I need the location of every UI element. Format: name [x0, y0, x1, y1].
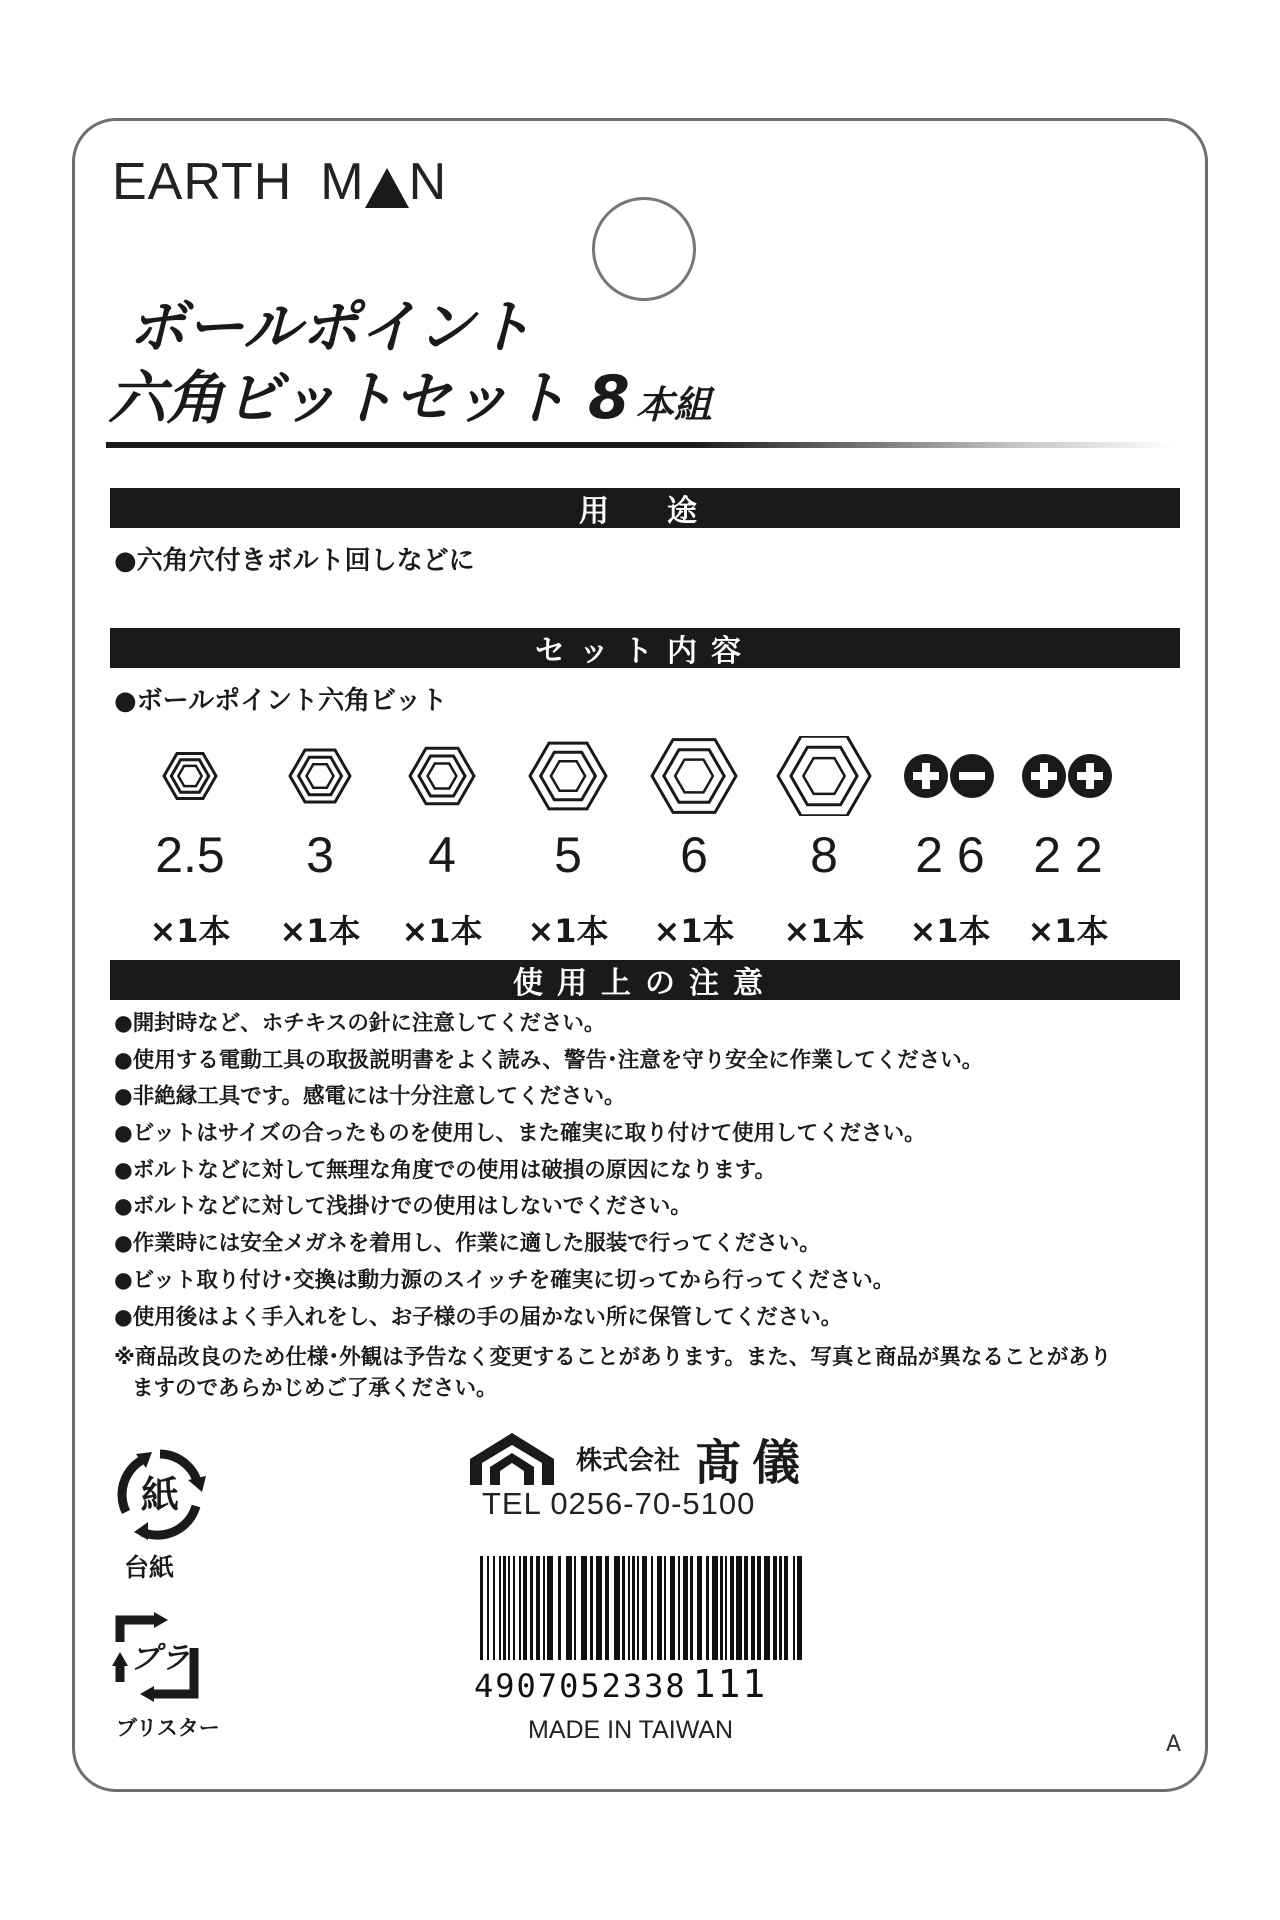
barcode-bar [581, 1556, 587, 1660]
bit-item [764, 736, 884, 952]
bit-quantity: ×1本 [527, 912, 609, 950]
barcode-bar [773, 1556, 777, 1660]
bit-item [260, 736, 380, 952]
contents-header: セット内容 [110, 628, 1180, 668]
barcode-number [474, 1662, 767, 1706]
barcode-bar [493, 1556, 495, 1660]
bit-item [382, 736, 502, 952]
company-logo-icon [468, 1431, 556, 1487]
barcode-bar [664, 1556, 666, 1660]
barcode-bar [779, 1556, 782, 1660]
caution-item: ●ビットはサイズの合ったものを使用し、また確実に取り付けて使用してください。 [114, 1121, 926, 1147]
barcode-bar [508, 1556, 510, 1660]
barcode-bar [622, 1556, 625, 1660]
barcode-bar [614, 1556, 620, 1660]
barcode-bar [513, 1556, 515, 1660]
bit-size: 2.5 [155, 827, 225, 883]
product-count-unit: 本組 [635, 383, 712, 427]
barcode-bar [690, 1556, 693, 1660]
barcode-bar [736, 1556, 742, 1660]
disclaimer-note [114, 1342, 1194, 1404]
hang-hole [592, 197, 696, 301]
hex-socket-icon [382, 736, 502, 816]
caution-item: ●開封時など、ホチキスの針に注意してください。 [114, 1011, 606, 1036]
product-title-main: 六角ビットセット [108, 364, 568, 432]
barcode-bar [784, 1556, 788, 1660]
barcode-bar [558, 1556, 561, 1660]
barcode-bar [566, 1556, 572, 1660]
disclaimer-line2: ますのであらかじめご了承ください。 [132, 1376, 498, 1401]
contents-item: ●ボールポイント六角ビット [114, 686, 448, 716]
bit-quantity: ×1本 [653, 912, 735, 950]
caution-list [114, 1006, 1194, 1336]
title-underline [106, 442, 1176, 448]
hex-socket-icon [764, 736, 884, 816]
barcode-bar [628, 1556, 630, 1660]
bit-size: 8 [810, 827, 838, 883]
barcode-bar [793, 1556, 795, 1660]
barcode-bar [632, 1556, 635, 1660]
bit-size: 6 [680, 827, 708, 883]
barcode-bar [730, 1556, 734, 1660]
barcode-bar [751, 1556, 755, 1660]
caution-item: ●ボルトなどに対して浅掛けでの使用はしないでください。 [114, 1194, 692, 1220]
product-title-line1: ボールポイント [128, 293, 533, 361]
disclaimer-line1: ※商品改良のため仕様･外観は予告なく変更することがあります。また、写真と商品が異なることがあり [114, 1345, 1112, 1370]
bit-quantity: ×1本 [401, 912, 483, 950]
paper-recycle-icon [112, 1446, 208, 1542]
hex-socket-icon [634, 736, 754, 816]
brand-logo [112, 153, 448, 211]
cautions-header: 使用上の注意 [110, 960, 1180, 1000]
barcode-bar [683, 1556, 688, 1660]
barcode-bar [523, 1556, 527, 1660]
paper-glyph: 紙 [140, 1473, 180, 1517]
barcode-bar [519, 1556, 521, 1660]
brand-word-earth: EARTH [112, 153, 293, 211]
bit-quantity: ×1本 [149, 912, 231, 950]
barcode-bar [536, 1556, 540, 1660]
caution-item: ●非絶縁工具です。感電には十分注意してください。 [114, 1084, 626, 1110]
barcode-bar [530, 1556, 533, 1660]
plastic-recycle-icon [112, 1612, 202, 1702]
hex-socket-icon [508, 736, 628, 816]
bit-quantity: ×1本 [783, 912, 865, 950]
version-mark: A [1166, 1732, 1182, 1757]
product-title-line2 [108, 363, 712, 433]
bit-size: 2 6 [915, 827, 985, 883]
barcode-bar [574, 1556, 576, 1660]
barcode-bar [487, 1556, 489, 1660]
barcode-digits: 4907052338 [474, 1667, 687, 1705]
caution-item: ●ビット取り付け･交換は動力源のスイッチを確実に切ってから行ってください。 [114, 1267, 895, 1293]
country-of-origin: MADE IN TAIWAN [528, 1716, 734, 1744]
brand-letter-n: N [408, 153, 448, 211]
barcode-bar [720, 1556, 723, 1660]
bit-quantity: ×1本 [1027, 912, 1109, 950]
bit-quantity: ×1本 [909, 912, 991, 950]
barcode-bar [605, 1556, 609, 1660]
company-tel: TEL 0256-70-5100 [482, 1486, 756, 1521]
product-count: 8 [587, 363, 630, 433]
barcode-addon: 111 [692, 1662, 768, 1706]
triangle-logo-icon [365, 168, 409, 208]
bit-size: 3 [306, 827, 334, 883]
barcode-bar [757, 1556, 761, 1660]
paper-recycle-label: 台紙 [124, 1553, 175, 1582]
barcode-bar [670, 1556, 675, 1660]
barcode-bar [596, 1556, 602, 1660]
hex-socket-icon [130, 736, 250, 816]
caution-item: ●ボルトなどに対して無理な角度での使用は破損の原因になります。 [114, 1157, 777, 1183]
barcode-bar [642, 1556, 647, 1660]
bit-item [890, 736, 1010, 952]
barcode-bar [725, 1556, 727, 1660]
barcode-bar [797, 1556, 802, 1660]
bit-item [130, 736, 250, 952]
plastic-recycle-label: ブリスター [116, 1716, 220, 1740]
bit-item [1008, 736, 1128, 952]
bit-list [110, 736, 1180, 950]
usage-item: ●六角穴付きボルト回しなどに [114, 546, 475, 576]
barcode-bar [547, 1556, 553, 1660]
company-prefix: 株式会社 [576, 1446, 681, 1476]
usage-header: 用 途 [110, 488, 1180, 528]
barcode-bar [744, 1556, 748, 1660]
company-name: 髙儀 [694, 1435, 811, 1491]
bit-size: 2 2 [1033, 827, 1103, 883]
barcode-bar [657, 1556, 662, 1660]
caution-item: ●使用する電動工具の取扱説明書をよく読み、警告･注意を守り安全に作業してください。 [114, 1047, 984, 1073]
bit-quantity: ×1本 [279, 912, 361, 950]
plastic-glyph: プラ [130, 1641, 190, 1676]
company-block [468, 1424, 810, 1493]
brand-letter-m: M [320, 153, 365, 211]
barcode-bar [637, 1556, 639, 1660]
barcode-bar [590, 1556, 593, 1660]
bit-item [634, 736, 754, 952]
hex-socket-icon [260, 736, 380, 816]
barcode-bar [480, 1556, 483, 1660]
plus-minus-icon [890, 736, 1010, 816]
plus-plus-icon [1008, 736, 1128, 816]
barcode-graphic [478, 1556, 808, 1660]
barcode-bar [678, 1556, 680, 1660]
barcode-bar [697, 1556, 702, 1660]
barcode-bar [503, 1556, 506, 1660]
barcode-bar [764, 1556, 770, 1660]
barcode-bar [499, 1556, 501, 1660]
bit-size: 4 [428, 827, 456, 883]
barcode-bar [706, 1556, 709, 1660]
caution-item: ●作業時には安全メガネを着用し、作業に適した服装で行ってください。 [114, 1231, 821, 1257]
barcode-bar [712, 1556, 718, 1660]
barcode-bar [651, 1556, 653, 1660]
barcode-bar [543, 1556, 545, 1660]
bit-item [508, 736, 628, 952]
bit-size: 5 [554, 827, 582, 883]
caution-item: ●使用後はよく手入れをし、お子様の手の届かない所に保管してください。 [114, 1304, 843, 1330]
